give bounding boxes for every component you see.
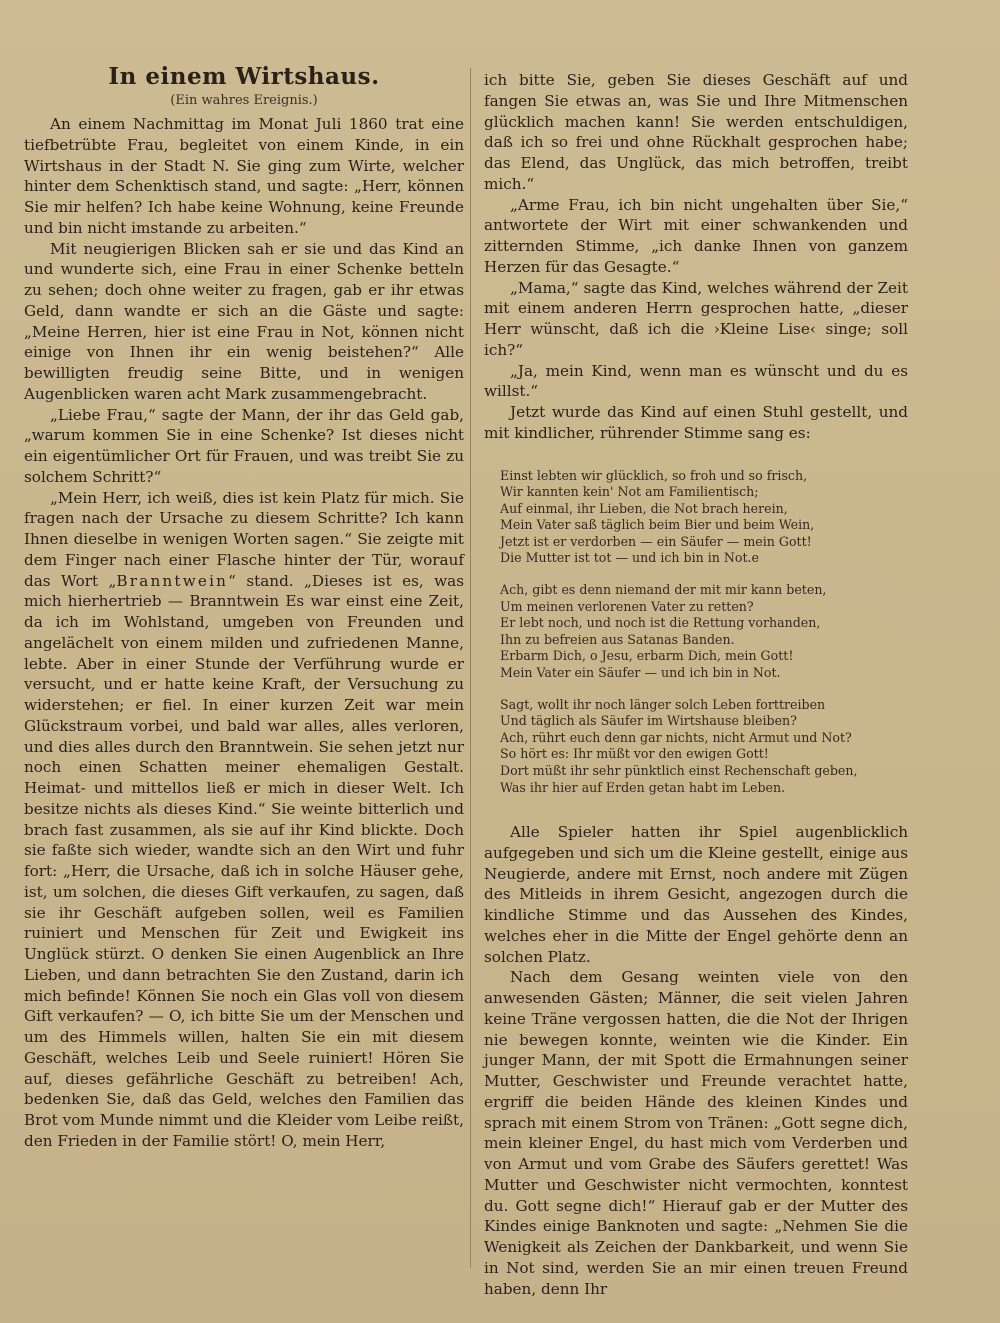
paragraph: „Mama,“ sagte das Kind, welches während der Zeit mit einem anderen Herrn gesprochen hatte, „dieser Herr wünscht, daß ich die ›Kleine Lise‹ singe; soll ich?“ (484, 278, 908, 359)
poem (500, 468, 908, 797)
paragraph: ich bitte Sie, geben Sie dieses Geschäft auf und fangen Sie etwas an, was Sie und Ihre Mitmenschen glücklich machen kann! Sie werden entschuldigen, daß ich so frei und ohne Rückhalt gesprochen habe; das Elend, das Unglück, das mich betroffen, treibt mich.“ (484, 71, 908, 193)
paragraph: Jetzt wurde das Kind auf einen Stuhl gestellt, und mit kindlicher, rührender Stimme sang es: (484, 403, 908, 442)
article-subtitle: (Ein wahres Ereignis.) (170, 93, 318, 108)
poem-line: Die Mutter ist tot — und ich bin in Not.e (500, 550, 759, 566)
left-column (24, 62, 464, 1152)
poem-line: Mein Vater ein Säufer — und ich bin in Not. (500, 665, 781, 681)
poem-line: Erbarm Dich, o Jesu, erbarm Dich, mein Gott! (500, 648, 794, 664)
poem-line: Jetzt ist er verdorben — ein Säufer — mein Gott! (500, 533, 812, 549)
poem-line: Ach, gibt es denn niemand der mit mir kann beten, (500, 582, 827, 598)
poem-line: Und täglich als Säufer im Wirtshause bleiben? (500, 713, 797, 729)
paragraph: Nach dem Gesang weinten viele von den anwesenden Gästen; Männer, die seit vielen Jahren keine Träne vergossen hatten, die die Not der Ihrigen nie bewegen konnte, weinten wie die Kinder. Ein junger Mann, der mit Spott die Ermahnungen seiner Mutter, Geschwister und Freunde verachtet hatte, ergriff die beiden Hände des kleinen Kindes und sprach mit einem Strom von Tränen: „Gott segne dich, mein kleiner Engel, du hast mich vom Verderben und von Armut und vom Grabe des Säufers gerettet! Was Mutter und Geschwister nicht vermochten, konntest du. Gott segne dich!“ Hierauf gab er der Mutter des Kindes einige Banknoten und sagte: „Nehmen Sie die Wenigkeit als Zeichen der Dankbarkeit, und wenn Sie in Not sind, werden Sie an mir einen treuen Freund haben, denn Ihr (484, 968, 908, 1298)
paragraph: „Ja, mein Kind, wenn man es wünscht und du es willst.“ (484, 361, 908, 401)
right-column (484, 70, 908, 1299)
poem-line: Mein Vater saß täglich beim Bier und beim Wein, (500, 517, 815, 533)
paragraph-text: „Mein Herr, ich weiß, dies ist kein Platz für mich. Sie fragen nach der Ursache zu diesem Schritte? Ich kann Ihnen dieselbe in wenigen Worten sagen.“ Sie zeigte mit dem Finger nach einer Flasche hinter der Tür, worauf das Wort „ (24, 488, 464, 590)
paragraph: „Arme Frau, ich bin nicht ungehalten über Sie,“ antwortete der Wirt mit einer schwankenden und zitternden Stimme, „ich danke Ihnen von ganzem Herzen für das Gesagte.“ (484, 195, 908, 276)
poem-line: Was ihr hier auf Erden getan habt im Leben. (500, 779, 786, 795)
poem-line: Er lebt noch, und noch ist die Rettung vorhanden, (500, 615, 821, 631)
poem-stanza (500, 582, 908, 682)
poem-stanza (500, 697, 908, 797)
article-title: In einem Wirtshaus. (108, 63, 380, 90)
poem-line: So hört es: Ihr müßt vor den ewigen Gott! (500, 746, 769, 762)
poem-line: Wir kannten kein' Not am Familientisch; (500, 484, 759, 500)
paragraph: Mit neugierigen Blicken sah er sie und das Kind an und wunderte sich, eine Frau in einer Schenke betteln zu sehen; doch ohne weiter zu fragen, gab er ihr etwas Geld, dann wandte er sich an die Gäste und sagte: „Meine Herren, hier ist eine Frau in Not, können nicht einige von Ihnen ihr ein wenig beistehen?“ Alle bewilligten freudig seine Bitte, und in wenigen Augenblicken waren acht Mark zusammengebracht. (24, 239, 464, 403)
poem-line: Ach, rührt euch denn gar nichts, nicht Armut und Not? (500, 729, 852, 745)
poem-line: Dort müßt ihr sehr pünktlich einst Rechenschaft geben, (500, 763, 858, 778)
poem-line: Ihn zu befreien aus Satanas Banden. (500, 631, 735, 647)
paragraph-text: “ stand. „Dieses ist es, was mich hierhertrieb — Branntwein Es war einst eine Zeit, da ich im Wohlstand, umgeben von Freunden und angelächelt von einem milden und zufriedenen Manne, lebte. Aber in einer Stunde der Verführung wurde er versucht, und er hatte keine Kraft, der Versuchung zu widerstehen; er fiel. In einer kurzen Zeit war mein Glückstraum vorbei, und bald war alles, alles verloren, und dies alles durch den Branntwein. Sie sehen jetzt nur noch einen Schatten meiner ehemaligen Gestalt. Heimat- und mittellos ließ er mich in dieser Welt. Ich besitze nichts als dieses Kind.“ Sie weinte bitterlich und brach fast zusammen, als sie auf ihr Kind blickte. Doch sie faßte sich wieder, wandte sich an den Wirt und fuhr fort: „Herr, die Ursache, daß ich in solche Häuser gehe, ist, um solchen, die dieses Gift verkaufen, zu sagen, daß sie ihr Geschäft aufgeben sollen, weil es Familien ruiniert und Menschen für Zeit und Ewigkeit ins Unglück stürzt. O denken Sie einen Augenblick an Ihre Lieben, und dann betrachten Sie den Zustand, darin ich mich befinde! Können Sie noch ein Glas voll von diesem Gift verkaufen? — O, ich bitte Sie um der Menschen und um des Himmels willen, halten Sie ein mit diesem Geschäft, welches Leib und Seele ruiniert! Hören Sie auf, dieses gefährliche Geschäft zu betreiben! Ach, bedenken Sie, daß das Geld, welches den Familien das Brot vom Munde nimmt und die Kleider vom Leibe reißt, den Frieden in der Familie stört! O, mein Herr, (24, 571, 464, 1150)
paragraph: „Liebe Frau,“ sagte der Mann, der ihr das Geld gab, „warum kommen Sie in eine Schenke? Ist dieses nicht ein eigentümlicher Ort für Frauen, und was treibt Sie zu solchem Schritt?“ (24, 405, 464, 486)
poem-line: Einst lebten wir glücklich, so froh und so frisch, (500, 467, 808, 483)
column-divider (470, 68, 471, 1268)
poem-line: Um meinen verlorenen Vater zu retten? (500, 598, 754, 614)
paragraph: Alle Spieler hatten ihr Spiel augenblicklich aufgegeben und sich um die Kleine gestellt, einige aus Neugierde, andere mit Ernst, noch andere mit Zügen des Mitleids in ihrem Gesicht, angezogen durch die kindliche Stimme und das Aussehen des Kindes, welches eher in die Mitte der Engel gehörte denn an solchen Platz. (484, 823, 908, 966)
paragraph (24, 488, 464, 1152)
poem-line: Sagt, wollt ihr noch länger solch Leben forttreiben (500, 696, 826, 712)
poem-stanza (500, 468, 908, 568)
paragraph: An einem Nachmittag im Monat Juli 1860 trat eine tiefbetrübte Frau, begleitet von einem Kinde, in ein Wirtshaus in der Stadt N. Sie ging zum Wirte, welcher hinter dem Schenktisch stand, und sagte: „Herr, können Sie mir helfen? Ich habe keine Wohnung, keine Freunde und bin nicht imstande zu arbeiten.“ (24, 115, 464, 237)
poem-line: Auf einmal, ihr Lieben, die Not brach herein, (500, 500, 788, 516)
spaced-word: Branntwein (116, 571, 229, 590)
